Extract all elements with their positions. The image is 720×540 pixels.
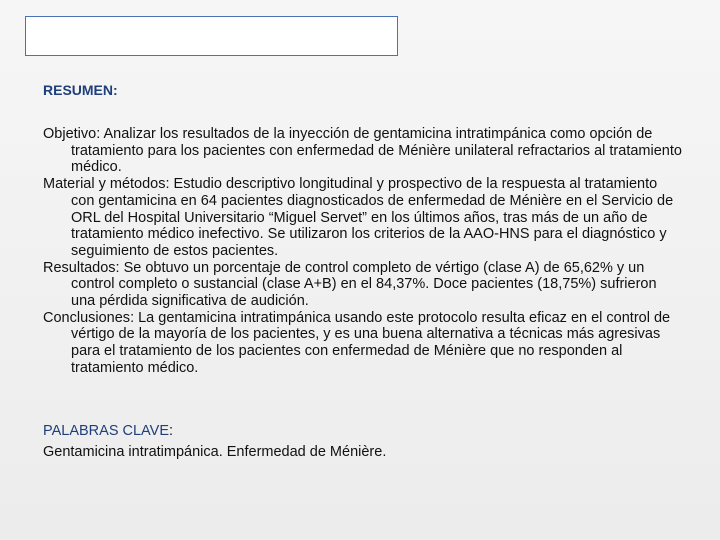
material-label: Material y métodos: [43, 176, 166, 193]
objetivo-text: : Analizar los resultados de la inyección de gentamicina intratimpánica como opción de tratamiento para los pacientes con enfermedad de Ménière unilateral refractarios al tratamiento médico.: [71, 126, 682, 176]
resumen-heading: RESUMEN:: [43, 82, 118, 98]
material-paragraph: [43, 176, 683, 260]
resultados-label: Resultados: [43, 259, 116, 276]
keywords-heading: [43, 423, 173, 439]
keywords-heading-label: PALABRAS CLAVE: [43, 423, 169, 439]
keywords-text: Gentamicina intratimpánica. Enfermedad de Ménière.: [43, 444, 387, 460]
title-placeholder-box: [25, 16, 398, 56]
conclusiones-text: : La gentamicina intratimpánica usando este protocolo resulta eficaz en el control de vértigo de la mayoría de los pacientes, y es una buena alternativa a técnicas más agresivas para el tratamiento de los pacientes con enfermedad de Ménière que no responden al tratamiento médico.: [71, 309, 671, 376]
material-text: : Estudio descriptivo longitudinal y prospectivo de la respuesta al tratamiento con gentamicina en 64 pacientes diagnosticados de enfermedad de Ménière en el Servicio de ORL del Hospital Universitario “Miguel Servet” en los últimos años, tras más de un año de tratamiento médico inefectivo. Se utilizaron los criterios de la AAO-HNS para el diagnóstico y seguimiento de estos pacientes.: [71, 176, 674, 259]
conclusiones-label: Conclusiones: [43, 309, 131, 326]
conclusiones-paragraph: [43, 310, 683, 377]
resultados-text: : Se obtuvo un porcentaje de control completo de vértigo (clase A) de 65,62% y un control completo o sustancial (clase A+B) en el 84,37%. Doce pacientes (18,75%) sufrieron una pérdida significativa de audición.: [71, 259, 657, 310]
objetivo-paragraph: [43, 126, 683, 176]
resultados-paragraph: [43, 260, 683, 310]
abstract-content: [43, 126, 683, 377]
objetivo-label: Objetivo: [43, 126, 97, 142]
keywords-heading-colon: :: [169, 423, 174, 439]
